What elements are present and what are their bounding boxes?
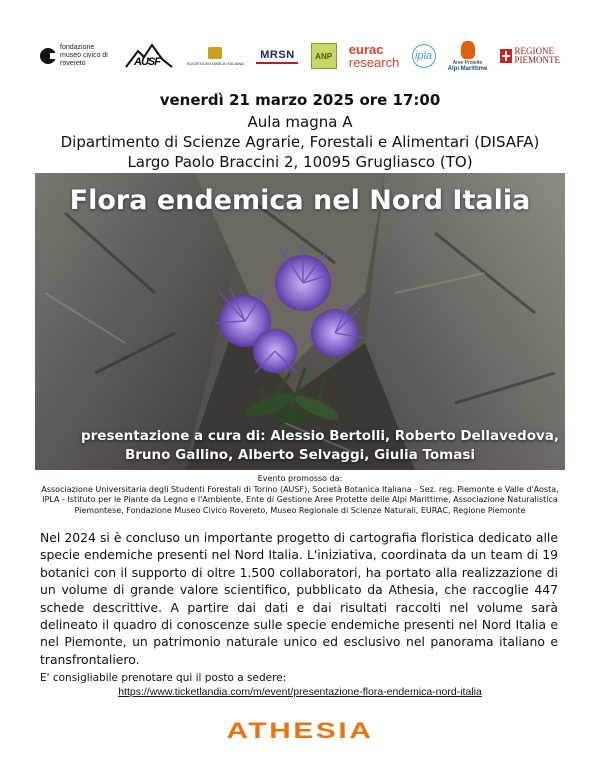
alpi-flower-icon xyxy=(461,41,475,59)
mrsn-logo xyxy=(256,49,298,64)
event-date: venerdì 21 marzo 2025 ore 17:00 xyxy=(159,91,441,109)
sbi-logo xyxy=(186,47,244,66)
flower-rock-illustration xyxy=(35,173,565,470)
eurac-logo-text-2: research xyxy=(348,55,400,70)
mrsn-logo-text: MRSN xyxy=(260,48,295,61)
eurac-logo-text-1: eurac xyxy=(348,42,384,57)
promoters-list: Associazione Universitaria degli Studenti Forestali di Torino (AUSF), Società Botanica Italiana - Sez. reg. Piemonte e Valle d'Aosta, IPLA - Istituto per le Piante da Legno e l'Ambiente, Ente di Gestione Aree Protette delle Alpi Marittime, Associazione Naturalistica Piemontese, Fondazione Museo Civico Rovereto, Museo Regionale di Scienze Naturali, EURAC, Regione Piemonte xyxy=(41,484,559,515)
sbi-logo-text: SOCIETÀ BOTANICA ITALIANA xyxy=(186,60,244,66)
ipla-logo xyxy=(412,44,436,68)
ipla-logo-text: ipla xyxy=(414,50,433,62)
mrsn-bar xyxy=(256,62,298,64)
ausf-logo xyxy=(124,41,174,71)
event-address: Largo Paolo Braccini 2, 10095 Grugliasco (TO) xyxy=(127,153,473,171)
anp-logo xyxy=(311,43,337,69)
eurac-logo xyxy=(349,43,400,69)
hero-flower-photo xyxy=(35,173,565,470)
booking-link[interactable]: https://www.ticketlandia.com/m/event/presentazione-flora-endemica-nord-italia xyxy=(118,686,482,698)
event-room: Aula magna A xyxy=(247,113,353,131)
promoters-block xyxy=(40,474,560,516)
sbi-emblem-icon xyxy=(208,47,222,59)
museo-civico-rovereto-logo xyxy=(40,44,112,68)
regione-text-2: PIEMONTE xyxy=(514,55,560,65)
museo-civico-logo-text: fondazione museo civico di rovereto xyxy=(60,44,108,67)
hero-title: Flora endemica nel Nord Italia xyxy=(69,185,531,216)
partner-logos xyxy=(40,36,560,76)
booking-note: E' consigliabile prenotare qui il posto a sedere: xyxy=(40,672,287,684)
credits-line-1: presentazione a cura di: Alessio Bertolli, Roberto Dellavedova, xyxy=(80,428,560,444)
event-department: Dipartimento di Scienze Agrarie, Forestali e Alimentari (DISAFA) xyxy=(60,133,540,151)
event-description: Nel 2024 si è concluso un importante progetto di cartografia floristica dedicato alle specie endemiche presenti nel Nord Italia. L'iniziativa, coordinata da un team di 19 botanici con il supporto di oltre 1.500 collaboratori, ha portato alla realizzazione di un volume di grande valore scientifico, pubblicato da Athesia, che raccoglie 447 schede descrittive. A partire dai dati e dai risultati raccolti nel volume sarà delineato il quadro di conoscenze sulle specie endemiche presenti nel Nord Italia e nel Piemonte, un patrimonio naturale unico ed esclusivo nel panorama italiano e transfrontaliero. xyxy=(40,530,558,667)
piemonte-shield-icon xyxy=(500,49,512,63)
credits-line-2: Bruno Gallino, Alberto Selvaggi, Giulia Tomasi xyxy=(124,447,476,463)
ausf-mountain-icon xyxy=(124,41,174,71)
alpi-marittime-logo xyxy=(448,41,488,72)
hero-credits xyxy=(35,427,565,465)
regione-piemonte-logo xyxy=(500,47,561,65)
ausf-logo-text: AUSF xyxy=(134,56,161,68)
museo-c-icon xyxy=(40,48,56,64)
regione-text-1: REGIONE xyxy=(514,46,554,56)
alpi-name-text: Alpi Marittime xyxy=(447,65,488,72)
anp-logo-text: ANP xyxy=(315,51,333,61)
alpi-area-text: Aree Protette xyxy=(452,59,483,66)
promoters-heading: Evento promosso da: xyxy=(257,474,343,483)
athesia-publisher-logo: ATHESIA xyxy=(226,718,374,743)
